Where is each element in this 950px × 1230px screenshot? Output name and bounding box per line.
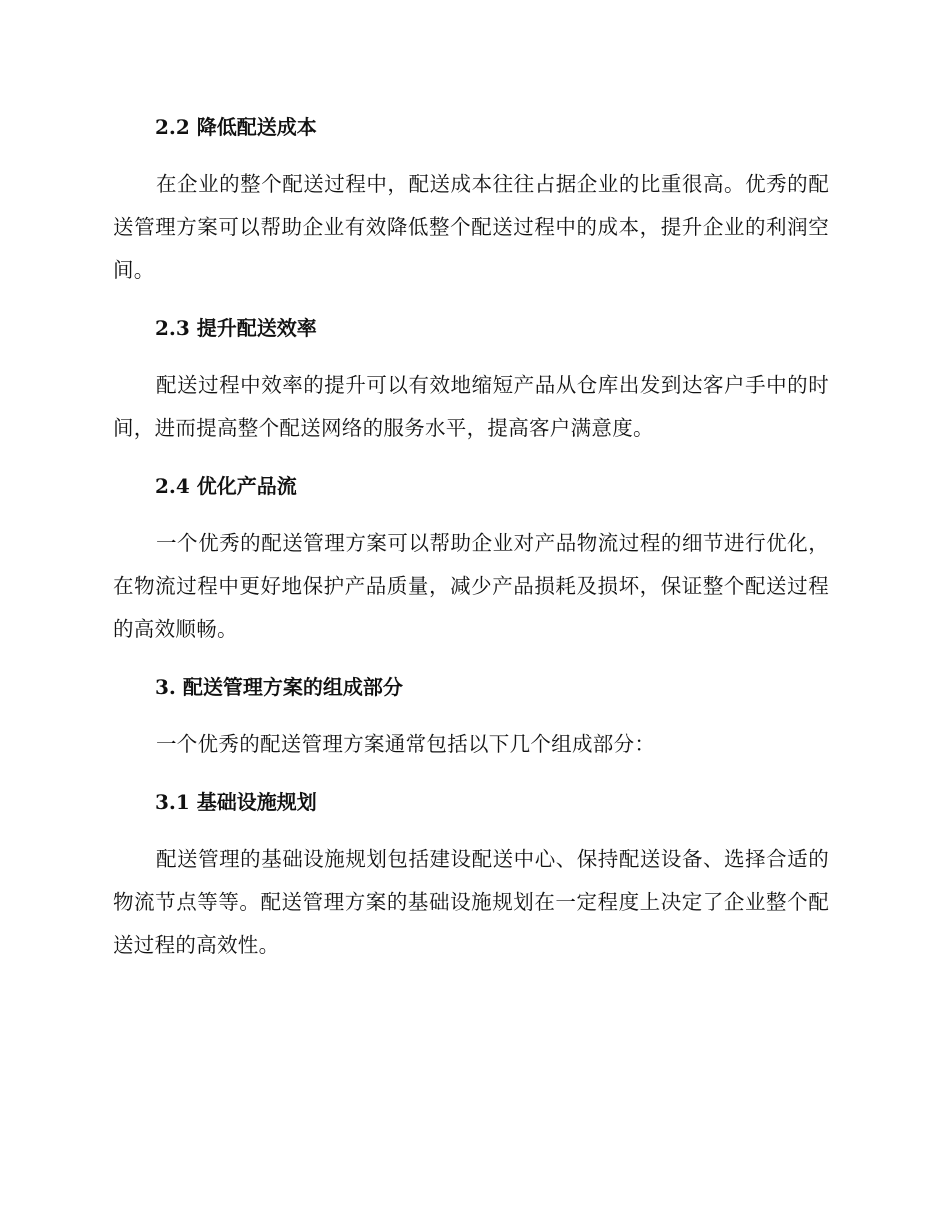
section-heading-3-1: 3.1 基础设施规划: [155, 790, 317, 814]
section-heading-3: 3. 配送管理方案的组成部分: [155, 675, 403, 699]
document-content: [113, 109, 829, 967]
section-body-3-1: 配送管理的基础设施规划包括建设配送中心、保持配送设备、选择合适的物流节点等等。配送管理方案的基础设施规划在一定程度上决定了企业整个配送过程的高效性。: [113, 847, 829, 957]
section-heading-2-2: 2.2 降低配送成本: [155, 115, 317, 139]
section-body-2-2: 在企业的整个配送过程中，配送成本往往占据企业的比重很高。优秀的配送管理方案可以帮助企业有效降低整个配送过程中的成本，提升企业的利润空间。: [113, 172, 829, 282]
section-heading-2-4: 2.4 优化产品流: [155, 474, 297, 498]
section-heading-2-3: 2.3 提升配送效率: [155, 316, 317, 340]
section-body-3: 一个优秀的配送管理方案通常包括以下几个组成部分：: [156, 732, 656, 756]
section-body-2-4: 一个优秀的配送管理方案可以帮助企业对产品物流过程的细节进行优化，在物流过程中更好地保护产品质量，减少产品损耗及损坏，保证整个配送过程的高效顺畅。: [113, 531, 829, 641]
section-body-2-3: 配送过程中效率的提升可以有效地缩短产品从仓库出发到达客户手中的时间，进而提高整个配送网络的服务水平，提高客户满意度。: [113, 373, 829, 440]
